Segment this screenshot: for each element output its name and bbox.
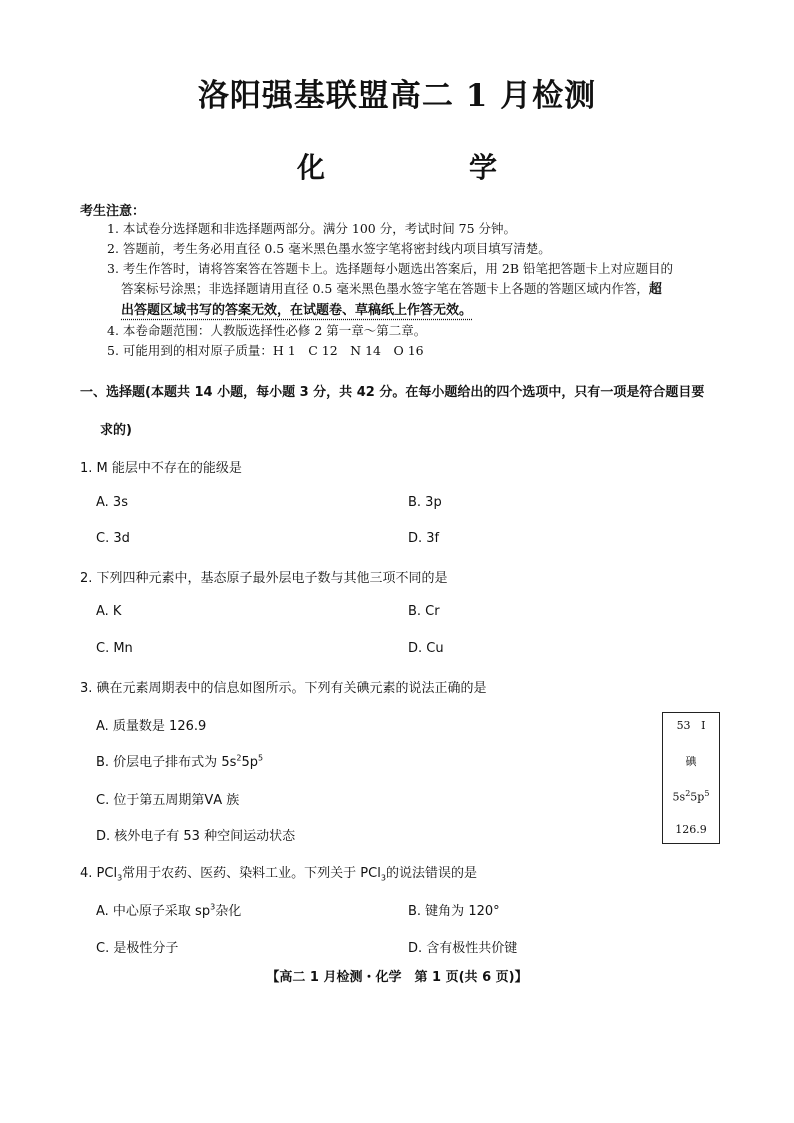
element-config bbox=[663, 789, 719, 804]
question-3-option-c[interactable]: C. 位于第五周期第ⅤA 族 bbox=[96, 793, 240, 808]
question-3-option-d[interactable]: D. 核外电子有 53 种空间运动状态 bbox=[96, 829, 296, 844]
page-footer: 【高二 1 月检测・化学 第 1 页(共 6 页)】 bbox=[266, 970, 528, 985]
subscript: 3 bbox=[117, 873, 123, 883]
question-2-option-c[interactable]: C. Mn bbox=[96, 641, 133, 656]
question-2-stem: 2. 下列四种元素中，基态原子最外层电子数与其他三项不同的是 bbox=[80, 571, 448, 586]
option-text: A. 中心原子采取 sp bbox=[96, 904, 211, 919]
question-4-option-b[interactable]: B. 键角为 120° bbox=[408, 904, 500, 919]
notice-heading: 考生注意： bbox=[80, 204, 146, 219]
notice-list bbox=[107, 219, 712, 361]
config-text: 5p bbox=[690, 790, 705, 804]
question-4-stem bbox=[80, 862, 477, 883]
question-1-stem: 1. M 能层中不存在的能级是 bbox=[80, 461, 242, 476]
question-1-option-b[interactable]: B. 3p bbox=[408, 495, 442, 510]
superscript: 2 bbox=[236, 753, 242, 763]
notice-item: 1. 本试卷分选择题和非选择题两部分。满分 100 分，考试时间 75 分钟。 bbox=[107, 221, 517, 236]
notice-emphasis: 超 bbox=[648, 282, 662, 297]
element-symbol: I bbox=[701, 719, 706, 732]
notice-item bbox=[107, 300, 712, 321]
question-2-option-a[interactable]: A. K bbox=[96, 604, 122, 619]
question-3-option-b[interactable] bbox=[96, 751, 263, 770]
superscript: 5 bbox=[704, 789, 710, 798]
question-3-stem: 3. 碘在元素周期表中的信息如图所示。下列有关碘元素的说法正确的是 bbox=[80, 681, 487, 696]
subscript: 3 bbox=[380, 873, 386, 883]
section-heading bbox=[80, 374, 720, 450]
stem-text: 的说法错误的是 bbox=[385, 866, 477, 881]
section-heading-line: 一、选择题(本题共 14 小题，每小题 3 分，共 42 分。在每小题给出的四个选项中，只有一项是符合题目要 bbox=[80, 385, 705, 400]
notice-emphasis: 出答题区域书写的答案无效，在试题卷、草稿纸上作答无效。 bbox=[121, 303, 473, 318]
notice-item: 5. 可能用到的相对原子质量：H 1 C 12 N 14 O 16 bbox=[107, 343, 424, 358]
stem-text: 4. PCl bbox=[80, 866, 118, 881]
question-1-option-a[interactable]: A. 3s bbox=[96, 495, 128, 510]
exam-title: 洛阳强基联盟高二 1 月检测 bbox=[197, 78, 597, 114]
question-2-option-d[interactable]: D. Cu bbox=[408, 641, 444, 656]
question-1-option-c[interactable]: C. 3d bbox=[96, 531, 130, 546]
stem-text: 常用于农药、医药、染料工业。下列关于 PCl bbox=[122, 866, 381, 881]
notice-item bbox=[107, 279, 712, 300]
element-name: 碘 bbox=[685, 755, 697, 768]
question-4-option-c[interactable]: C. 是极性分子 bbox=[96, 941, 179, 956]
notice-item: 3. 考生作答时，请将答案答在答题卡上。选择题每小题选出答案后，用 2B 铅笔把答题卡上对应题目的 bbox=[107, 261, 673, 276]
iodine-element-card bbox=[662, 712, 720, 844]
question-4-option-d[interactable]: D. 含有极性共价键 bbox=[408, 941, 518, 956]
atomic-number: 53 bbox=[676, 719, 691, 732]
notice-text: 答案标号涂黑；非选择题请用直径 0.5 毫米黑色墨水签字笔在答题卡上各题的答题区域内作答， bbox=[121, 281, 649, 296]
element-mass: 126.9 bbox=[675, 823, 707, 836]
option-text: 杂化 bbox=[215, 904, 242, 919]
question-1-option-d[interactable]: D. 3f bbox=[408, 531, 440, 546]
question-2-option-b[interactable]: B. Cr bbox=[408, 604, 440, 619]
question-3-option-a[interactable]: A. 质量数是 126.9 bbox=[96, 719, 207, 734]
element-number-symbol bbox=[663, 719, 719, 732]
section-heading-line: 求的) bbox=[100, 423, 132, 438]
option-text: B. 价层电子排布式为 5s bbox=[96, 755, 237, 770]
superscript: 3 bbox=[210, 902, 216, 912]
notice-item: 2. 答题前，考生务必用直径 0.5 毫米黑色墨水签字笔将密封线内项目填写清楚。 bbox=[107, 241, 551, 256]
question-4-option-a[interactable] bbox=[96, 900, 241, 919]
superscript: 2 bbox=[685, 789, 691, 798]
config-text: 5s bbox=[672, 790, 686, 804]
superscript: 5 bbox=[258, 753, 264, 763]
option-text: 5p bbox=[241, 755, 258, 770]
notice-item: 4. 本卷命题范围：人教版选择性必修 2 第一章～第二章。 bbox=[107, 323, 427, 338]
subject-title: 化 学 bbox=[296, 151, 555, 184]
